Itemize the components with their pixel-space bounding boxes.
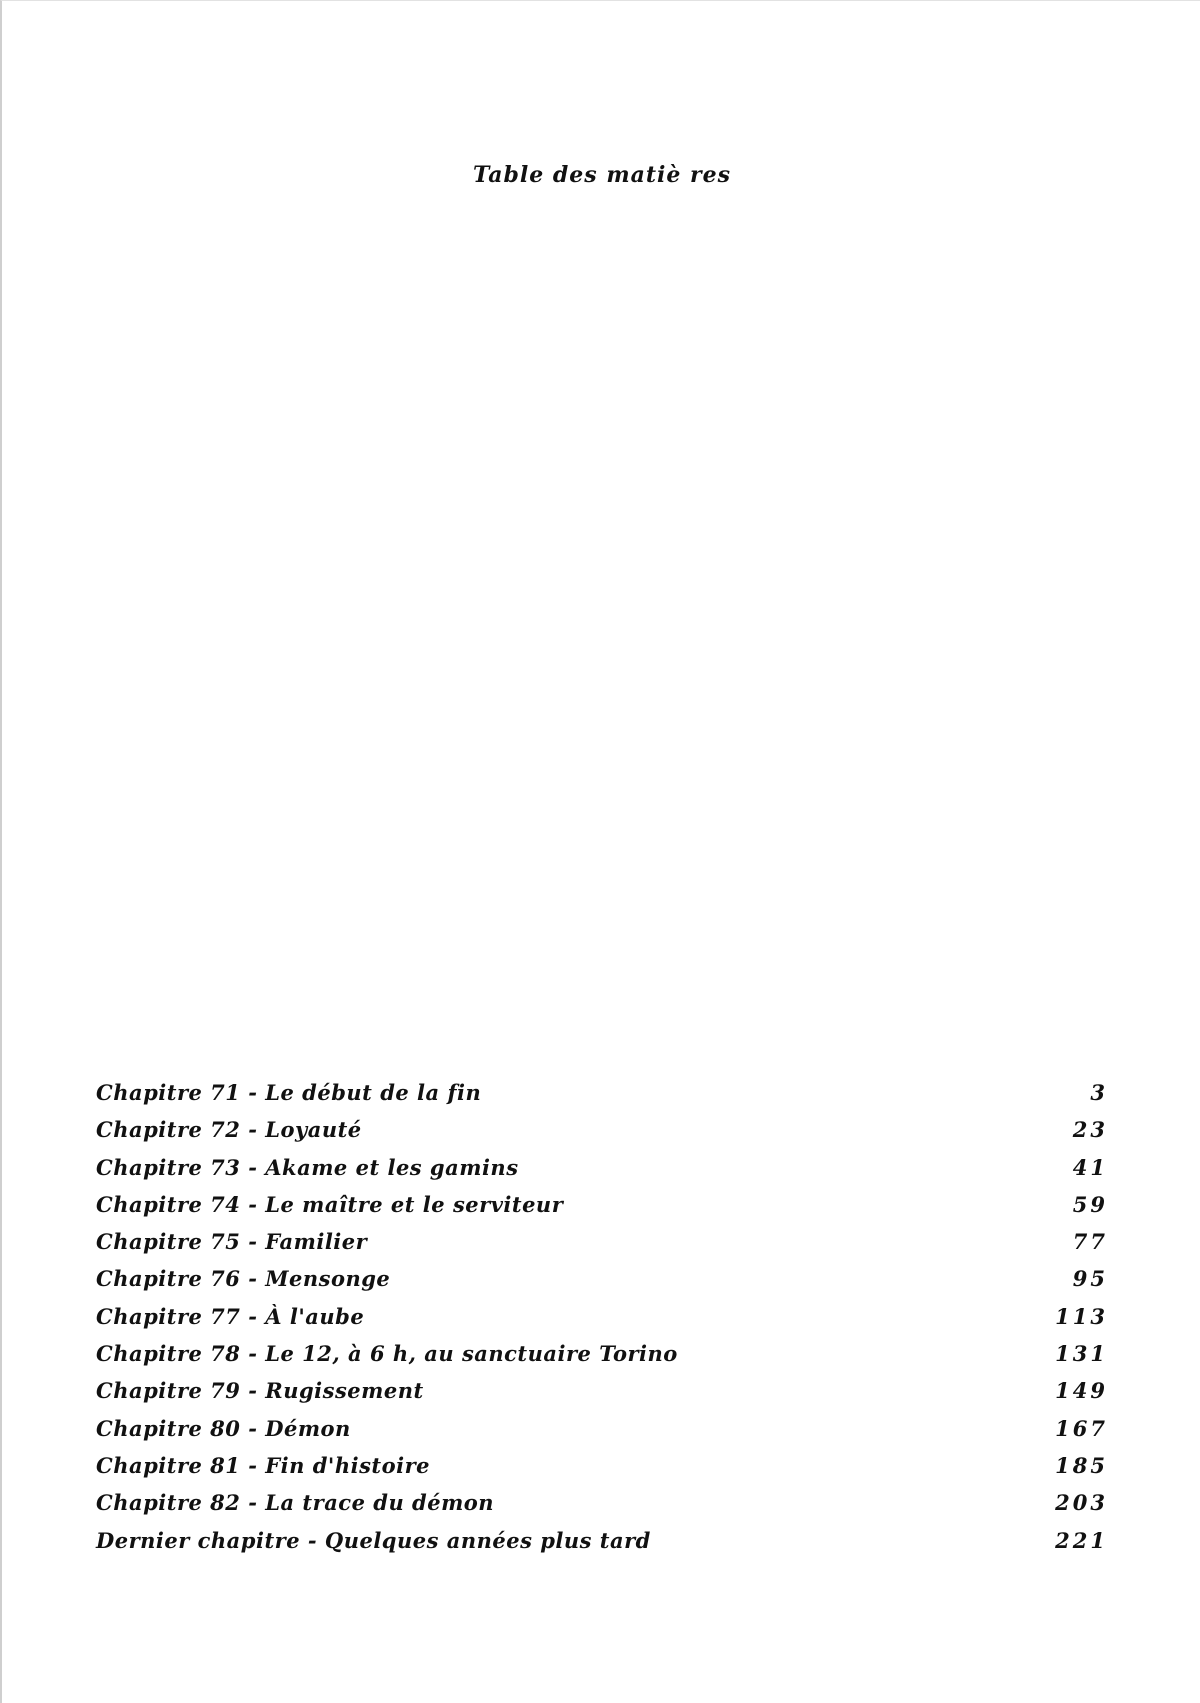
toc-entry (96, 1298, 1108, 1335)
toc-entry-page: 113 (1055, 1303, 1108, 1329)
toc-entry-page: 95 (1072, 1266, 1108, 1292)
toc-entry-label: Chapitre 80 - Démon (96, 1415, 351, 1441)
toc-entry-label: Chapitre 72 - Loyauté (96, 1117, 362, 1143)
toc-entry (96, 1522, 1108, 1559)
toc-entry-label: Chapitre 73 - Akame et les gamins (96, 1154, 519, 1180)
toc-title: Table des matiè res (472, 162, 732, 188)
toc-entry-page: 23 (1072, 1117, 1108, 1143)
toc-entry (96, 1074, 1108, 1111)
toc-entry-page: 131 (1055, 1341, 1108, 1367)
toc-entry (96, 1447, 1108, 1484)
toc-entry-label: Chapitre 75 - Familier (96, 1229, 368, 1255)
toc-entry-label: Chapitre 74 - Le maître et le serviteur (96, 1191, 564, 1217)
toc-entry-page: 185 (1055, 1452, 1108, 1478)
toc-entry-label: Chapitre 81 - Fin d'histoire (96, 1452, 431, 1478)
toc-entry-label: Chapitre 78 - Le 12, à 6 h, au sanctuaire Torino (96, 1341, 678, 1367)
toc-entry (96, 1149, 1108, 1186)
toc-entry-label: Chapitre 82 - La trace du démon (96, 1490, 495, 1516)
table-of-contents (96, 1074, 1108, 1559)
toc-entry-page: 3 (1090, 1080, 1108, 1105)
toc-entry (96, 1223, 1108, 1260)
toc-entry (96, 1335, 1108, 1372)
toc-entry-label: Chapitre 79 - Rugissement (96, 1378, 424, 1404)
toc-entry-page: 167 (1055, 1415, 1108, 1441)
toc-entry-label: Dernier chapitre - Quelques années plus tard (96, 1527, 651, 1553)
toc-entry-label: Chapitre 77 - À l'aube (96, 1303, 365, 1329)
toc-entry-page: 221 (1055, 1527, 1108, 1553)
toc-entry-page: 77 (1072, 1229, 1108, 1255)
toc-entry (96, 1484, 1108, 1521)
toc-entry (96, 1372, 1108, 1409)
toc-entry (96, 1186, 1108, 1223)
toc-entry-label: Chapitre 71 - Le début de la fin (96, 1080, 482, 1105)
toc-entry (96, 1410, 1108, 1447)
toc-entry-page: 59 (1072, 1191, 1108, 1217)
toc-entry (96, 1111, 1108, 1148)
toc-entry-page: 203 (1055, 1490, 1108, 1516)
toc-entry-page: 41 (1072, 1154, 1108, 1180)
toc-entry (96, 1260, 1108, 1297)
toc-entry-label: Chapitre 76 - Mensonge (96, 1266, 391, 1292)
toc-entry-page: 149 (1055, 1378, 1108, 1404)
